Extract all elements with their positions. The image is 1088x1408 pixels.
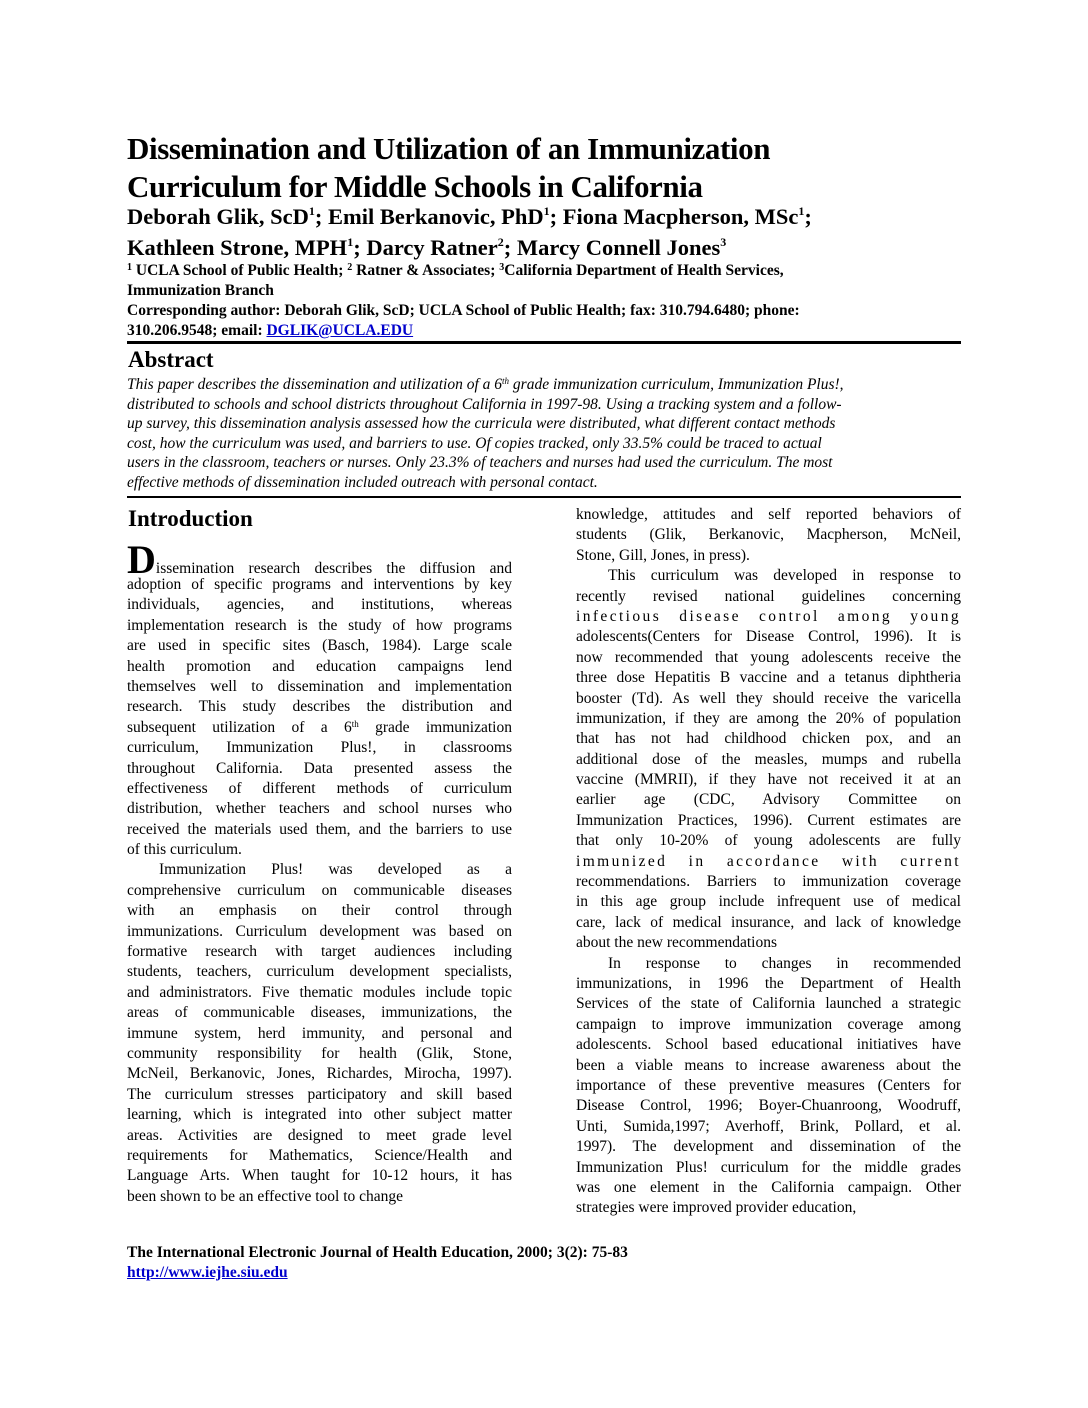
body-line: Immunization Plus! curriculum for the middle grades <box>576 1158 961 1176</box>
body-line: curriculum, Immunization Plus!, in classrooms <box>127 739 512 757</box>
body-line: immunization, if they are among the 20% of population <box>576 709 961 727</box>
affiliation-line-2: Immunization Branch <box>127 282 274 299</box>
body-line: subsequent utilization of a 6th grade immunization <box>127 718 512 736</box>
body-line: been shown to be an effective tool to change <box>127 1187 404 1205</box>
author-name: Emil Berkanovic, PhD <box>328 204 544 229</box>
body-line: infectious disease control among young <box>576 607 961 625</box>
affiliation-line-1: $^1$ UCLA School of Public Health; $^2$ Ratner & Associates; $^3$California Department of Health Services, <box>127 262 784 279</box>
body-line: effectiveness of different methods of curriculum <box>127 779 512 797</box>
body-line: themselves well to dissemination and implementation <box>127 677 512 695</box>
body-line: research. This study describes the distribution and <box>127 698 512 716</box>
body-line: This curriculum was developed in response to <box>608 567 961 585</box>
body-line: that only 10-20% of young adolescents are fully <box>576 832 961 850</box>
abstract-heading: Abstract <box>128 347 214 372</box>
corresponding-contact: 310.206.9548; email: DGLIK@UCLA.EDU <box>127 322 414 339</box>
author-line-2: Kathleen Strone, MPH$^1$; Darcy Ratner$^2$; Marcy Connell Jones$^3$ <box>127 235 727 260</box>
body-line: about the new recommendations <box>576 934 778 952</box>
body-line: throughout California. Data presented assess the <box>127 759 512 777</box>
body-line: individuals, agencies, and institutions, whereas <box>127 596 512 614</box>
paper-title <box>127 130 947 206</box>
body-line: students (Glik, Berkanovic, Macpherson, McNeil, <box>576 526 961 544</box>
author-name: Fiona Macpherson, MSc <box>562 204 799 229</box>
body-line: areas. Activities are designed to meet grade level <box>127 1126 512 1144</box>
body-line: in this age group include infrequent use of medical <box>576 893 961 911</box>
journal-url-link[interactable]: http://www.iejhe.siu.edu <box>127 1264 288 1281</box>
body-line: Immunization Practices, 1996). Current estimates are <box>576 811 961 829</box>
author-line-1: Deborah Glik, ScD$^1$; Emil Berkanovic, PhD$^1$; Fiona Macpherson, MSc$^1$; <box>127 204 812 229</box>
body-line: immunizations, in 1996 the Department of Health <box>576 974 961 992</box>
body-line: now recommended that young adolescents receive the <box>576 648 961 666</box>
abstract-text: This paper describes the dissemination and utilization of a 6th grade immunization curriculum, Immunization Plus!, distributed to schools and school districts throughout California in 1997-98. Using a tracking system and a follow- up survey, this dissemination analysis assessed how the curricula were distributed, what different contact methods cost, how the curriculum was used, and barriers to use. Of copies tracked, only 33.5% could be traced to actual users in the classroom, teachers or nurses. Only 23.3% of teachers and nurses had used the curriculum. The most effective methods of dissemination included outreach with personal contact. <box>127 376 844 491</box>
body-line: immunized in accordance with current <box>576 852 961 870</box>
corresponding-author: Corresponding author: Deborah Glik, ScD; UCLA School of Public Health; fax: 310.794.6480; phone: <box>127 302 800 319</box>
body-line: of this curriculum. <box>127 841 242 859</box>
body-line: earlier age (CDC, Advisory Committee on <box>576 791 961 809</box>
body-line: immune system, herd immunity, and personal and <box>127 1024 512 1042</box>
author-name: Darcy Ratner <box>366 235 498 260</box>
body-line: 1997). The development and dissemination of the <box>576 1138 961 1156</box>
body-line: with an emphasis on their control through <box>127 902 512 920</box>
body-line: received the materials used them, and the barriers to use <box>127 820 512 838</box>
author-affiliation-mark: 1 <box>543 204 550 218</box>
body-line: recommendations. Barriers to immunization coverage <box>576 873 961 891</box>
body-line: care, lack of medical insurance, and lack of knowledge <box>576 913 961 931</box>
body-line: health promotion and education campaigns lend <box>127 657 512 675</box>
body-line: are used in specific sites (Basch, 1984). Large scale <box>127 637 512 655</box>
title-line-1: Dissemination and Utilization of an Immunization <box>127 131 771 166</box>
body-line: Immunization Plus! was developed as a <box>159 861 512 879</box>
body-line: Disease Control, 1996; Boyer-Chuanroong, Woodruff, <box>576 1097 961 1115</box>
body-line: that has not had childhood chicken pox, and an <box>576 730 961 748</box>
body-line: Language Arts. When taught for 10-12 hours, it has <box>127 1167 512 1185</box>
body-line: adolescents(Centers for Disease Control, 1996). It is <box>576 628 961 646</box>
body-line: vaccine (MMRII), if they have not received it at an <box>576 771 961 789</box>
body-line: adolescents. School based educational initiatives have <box>576 1036 961 1054</box>
author-affiliation-mark: 1 <box>347 235 354 249</box>
body-line: was one element in the California campaign. Other <box>576 1178 961 1196</box>
body-line: comprehensive curriculum on communicable diseases <box>127 881 512 899</box>
drop-cap: D <box>127 537 156 582</box>
body-line: learning, which is integrated into other subject matter <box>127 1106 512 1124</box>
body-line: McNeil, Berkanovic, Jones, Richardes, Mirocha, 1997). <box>127 1065 512 1083</box>
body-line: recently revised national guidelines concerning <box>576 587 961 605</box>
abstract-bottom-rule <box>127 496 961 498</box>
email-link[interactable]: DGLIK@UCLA.EDU <box>266 322 414 339</box>
body-line: Services of the state of California launched a strategic <box>576 995 961 1013</box>
body-line: immunizations. Curriculum development was based on <box>127 922 512 940</box>
body-line: distribution, whether teachers and school nurses who <box>127 800 512 818</box>
title-line-2: Curriculum for Middle Schools in California <box>127 169 703 204</box>
body-line: formative research with target audiences including <box>127 943 512 961</box>
introduction-column-right <box>576 505 961 1219</box>
affiliations <box>127 261 967 341</box>
body-line: campaign to improve immunization coverage among <box>576 1015 961 1033</box>
abstract-top-rule <box>127 341 961 344</box>
journal-citation: The International Electronic Journal of Health Education, 2000; 3(2): 75-83 <box>127 1244 628 1261</box>
body-line: knowledge, attitudes and self reported behaviors of <box>576 506 961 523</box>
author-list <box>127 201 967 263</box>
body-line: Unti, Sumida,1997; Averhoff, Brink, Pollard, et al. <box>576 1117 961 1135</box>
body-line: additional dose of the measles, mumps and rubella <box>576 750 961 768</box>
body-line: areas of communicable diseases, immunizations, the <box>127 1004 512 1022</box>
body-line: requirements for Mathematics, Science/Health and <box>127 1146 512 1164</box>
body-line: importance of these preventive measures (Centers for <box>576 1076 961 1094</box>
body-line: and administrators. Five thematic modules include topic <box>127 983 512 1001</box>
author-affiliation-mark: 1 <box>308 204 315 218</box>
author-name: Marcy Connell Jones <box>516 235 721 260</box>
body-line: The curriculum stresses participatory and skill based <box>127 1085 512 1103</box>
body-line: Stone, Gill, Jones, in press). <box>576 546 750 564</box>
introduction-column-left <box>127 537 512 1207</box>
author-affiliation-mark: 1 <box>798 204 805 218</box>
author-affiliation-mark: 3 <box>720 235 727 249</box>
introduction-heading: Introduction <box>128 506 253 531</box>
author-name: Deborah Glik, ScD <box>127 204 309 229</box>
author-affiliation-mark: 2 <box>497 235 504 249</box>
body-line: been a viable means to increase awareness about the <box>576 1056 961 1074</box>
body-line: three dose Hepatitis B vaccine and a tetanus diphtheria <box>576 669 961 687</box>
body-line: adoption of specific programs and interventions by key <box>127 576 512 593</box>
body-line: In response to changes in recommended <box>608 954 961 972</box>
page-footer <box>127 1243 961 1283</box>
body-line: strategies were improved provider education, <box>576 1199 857 1217</box>
author-name: Kathleen Strone, MPH <box>127 235 348 260</box>
body-line: booster (Td). As well they should receive the varicella <box>576 689 961 707</box>
body-line: community responsibility for health (Glik, Stone, <box>127 1044 512 1062</box>
body-line: Dissemination research describes the diffusion and <box>127 537 512 582</box>
body-line: students, teachers, curriculum development specialists, <box>127 963 512 981</box>
body-line: implementation research is the study of how programs <box>127 616 512 634</box>
